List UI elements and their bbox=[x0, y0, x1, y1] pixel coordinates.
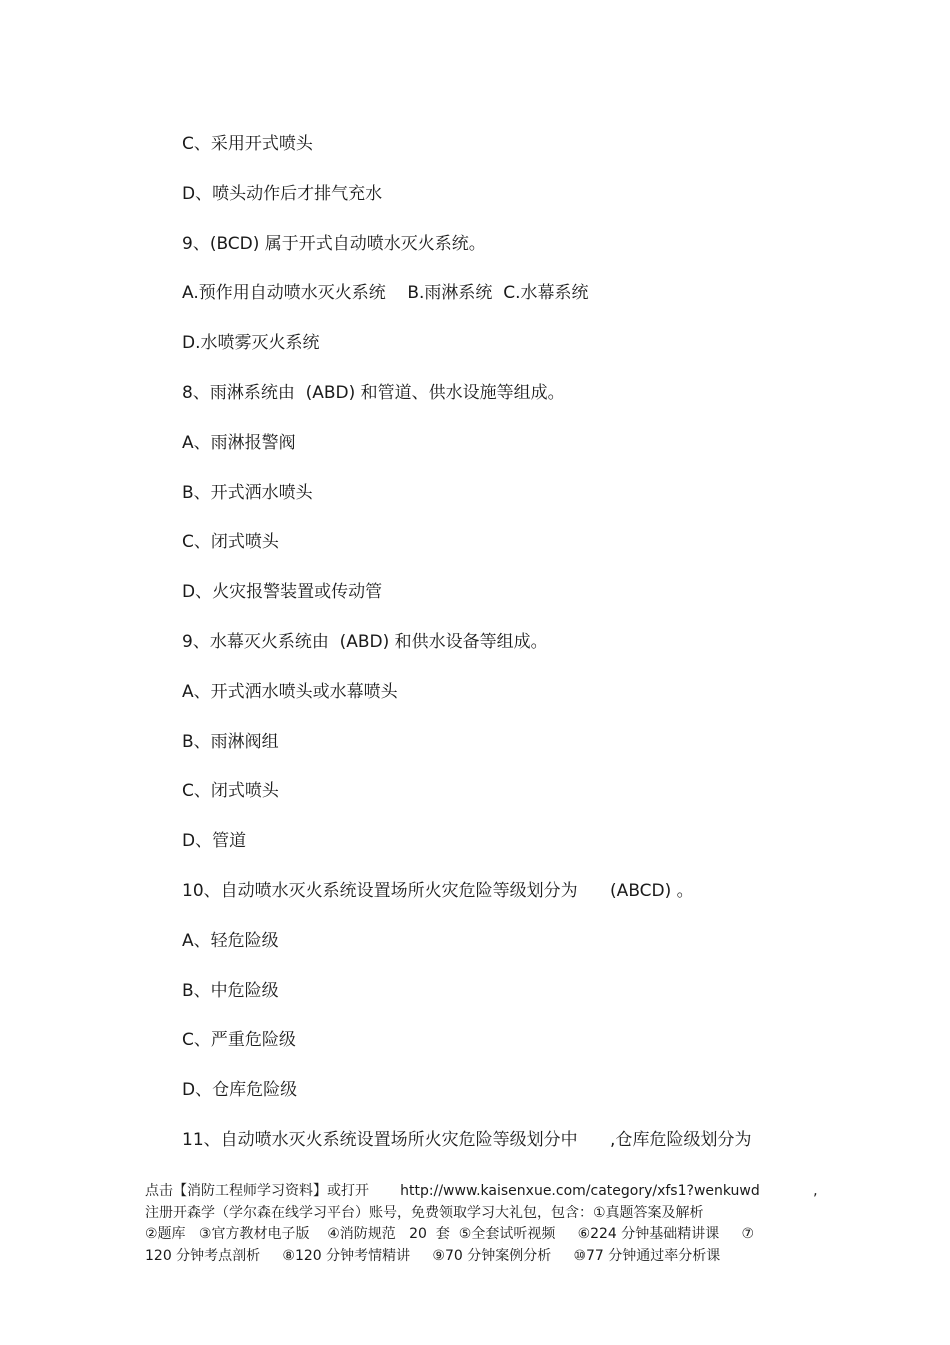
option-c-open-sprinkler: C、采用开式喷头 bbox=[182, 134, 313, 154]
promo-footer bbox=[145, 1181, 818, 1267]
question-9-options-abc: A.预作用自动喷水灭火系统 B.雨淋系统 C.水幕系统 bbox=[182, 283, 589, 303]
footer-package-line-1: ②题库 ③官方教材电子版 ④消防规范 20 套 ⑤全套试听视频 ⑥224 分钟基础精讲课 ⑦ bbox=[145, 1226, 755, 1242]
question-9b-option-b: B、雨淋阀组 bbox=[182, 732, 279, 752]
question-9b-option-a: A、开式洒水喷头或水幕喷头 bbox=[182, 682, 398, 702]
footer-link-line[interactable]: 点击【消防工程师学习资料】或打开 http://www.kaisenxue.com/category/xfs1?wenkuwd , bbox=[145, 1183, 818, 1199]
question-9b-option-c: C、闭式喷头 bbox=[182, 781, 279, 801]
question-10-option-a: A、轻危险级 bbox=[182, 931, 279, 951]
question-11-warehouse-hazard: 11、自动喷水灭火系统设置场所火灾危险等级划分中 ,仓库危险级划分为 bbox=[182, 1130, 752, 1150]
question-8-option-c: C、闭式喷头 bbox=[182, 532, 279, 552]
question-10-option-b: B、中危险级 bbox=[182, 981, 279, 1001]
question-9-option-d: D.水喷雾灭火系统 bbox=[182, 333, 320, 353]
question-10-option-d: D、仓库危险级 bbox=[182, 1080, 298, 1100]
question-8-deluge-system: 8、雨淋系统由 (ABD) 和管道、供水设施等组成。 bbox=[182, 383, 565, 403]
question-9-open-systems: 9、(BCD) 属于开式自动喷水灭火系统。 bbox=[182, 234, 486, 254]
question-8-option-d: D、火灾报警装置或传动管 bbox=[182, 582, 383, 602]
question-8-option-a: A、雨淋报警阀 bbox=[182, 433, 296, 453]
question-10-option-c: C、严重危险级 bbox=[182, 1030, 296, 1050]
question-8-option-b: B、开式洒水喷头 bbox=[182, 483, 313, 503]
footer-package-line-2: 120 分钟考点剖析 ⑧120 分钟考情精讲 ⑨70 分钟案例分析 ⑩77 分钟通过率分析课 bbox=[145, 1247, 721, 1264]
question-9b-option-d: D、管道 bbox=[182, 831, 247, 851]
question-10-hazard-levels: 10、自动喷水灭火系统设置场所火灾危险等级划分为 (ABCD) 。 bbox=[182, 881, 694, 901]
footer-register-line: 注册开森学（学尔森在线学习平台）账号，免费领取学习大礼包，包含：①真题答案及解析 bbox=[145, 1204, 704, 1221]
option-d-exhaust-after-activation: D、喷头动作后才排气充水 bbox=[182, 184, 383, 204]
question-9-water-curtain: 9、水幕灭火系统由 (ABD) 和供水设备等组成。 bbox=[182, 632, 548, 652]
